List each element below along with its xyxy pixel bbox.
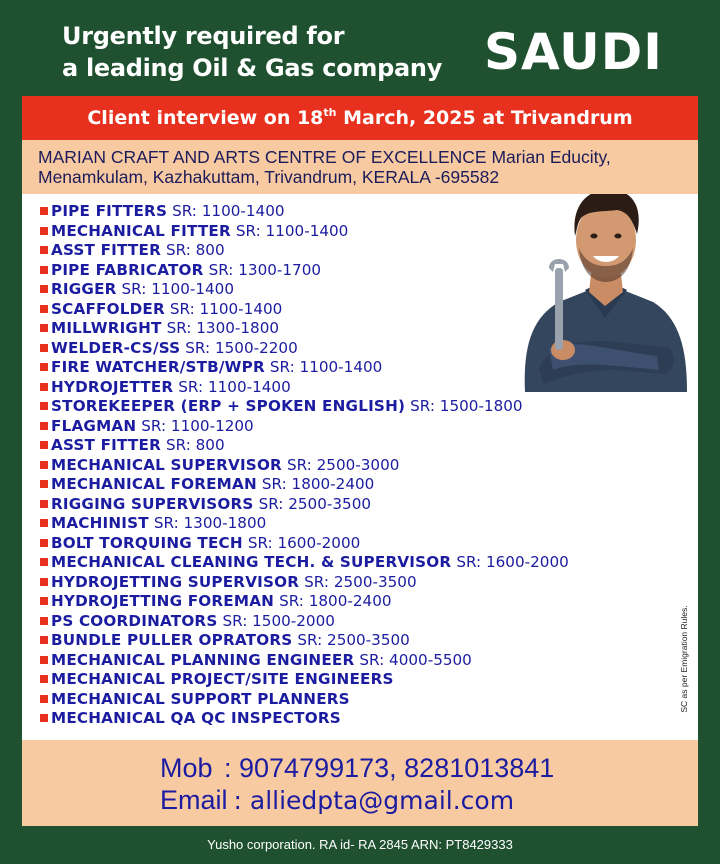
job-title: PIPE FABRICATOR xyxy=(51,260,204,279)
job-title: MECHANICAL PLANNING ENGINEER xyxy=(51,650,355,669)
job-title: HYDROJETTER xyxy=(51,377,174,396)
job-title: BOLT TORQUING TECH xyxy=(51,533,243,552)
job-salary: SR: 1300-1800 xyxy=(166,319,280,338)
emigration-note-text: SC as per Emigration Rules. xyxy=(679,605,689,713)
country-title: SAUDI xyxy=(484,23,663,81)
job-row xyxy=(40,241,569,261)
job-row xyxy=(40,573,569,593)
job-title: PS COORDINATORS xyxy=(51,611,218,630)
job-row xyxy=(40,456,569,476)
job-salary: SR: 1300-1800 xyxy=(153,514,267,533)
job-salary: SR: 1100-1400 xyxy=(121,280,234,299)
job-row xyxy=(40,495,569,515)
worker-with-wrench-icon xyxy=(519,194,691,392)
venue-name: MARIAN CRAFT AND ARTS CENTRE OF EXCELLENCE xyxy=(38,147,487,167)
red-square-bullet-icon xyxy=(40,500,48,508)
red-square-bullet-icon xyxy=(40,578,48,586)
red-square-bullet-icon xyxy=(40,441,48,449)
red-square-bullet-icon xyxy=(40,519,48,527)
job-salary: SR: 1100-1400 xyxy=(172,202,285,220)
job-list xyxy=(40,202,569,729)
job-row xyxy=(40,612,569,632)
job-row xyxy=(40,670,569,690)
job-title: RIGGING SUPERVISORS xyxy=(51,494,254,513)
venue-box xyxy=(22,140,698,194)
red-square-bullet-icon xyxy=(40,558,48,566)
job-row xyxy=(40,261,569,281)
job-title: HYDROJETTING SUPERVISOR xyxy=(51,572,300,591)
mobile-numbers: : 9074799173, 8281013841 xyxy=(224,753,555,783)
job-salary: SR: 1600-2000 xyxy=(247,533,361,552)
red-square-bullet-icon xyxy=(40,305,48,313)
red-square-bullet-icon xyxy=(40,695,48,703)
job-row xyxy=(40,651,569,671)
job-salary: SR: 1800-2400 xyxy=(279,592,392,611)
venue-address xyxy=(38,147,611,187)
headline-line-1: Urgently required for xyxy=(62,22,345,50)
job-row xyxy=(40,222,569,242)
job-salary: SR: 1100-1400 xyxy=(269,358,383,377)
job-title: MACHINIST xyxy=(51,514,149,533)
job-salary: SR: 1500-1800 xyxy=(410,397,523,416)
job-title: MECHANICAL FOREMAN xyxy=(51,475,257,494)
job-salary: SR: 1100-1400 xyxy=(178,377,291,396)
red-square-bullet-icon xyxy=(40,636,48,644)
job-salary: SR: 2500-3500 xyxy=(258,494,372,513)
email-label: Email xyxy=(160,785,228,815)
footer-license: Yusho corporation. RA id- RA 2845 ARN: PT8429333 xyxy=(207,837,513,852)
job-title: RIGGER xyxy=(51,280,117,299)
job-salary: SR: 1500-2200 xyxy=(185,338,298,357)
headline-line-2: a leading Oil & Gas company xyxy=(62,54,443,82)
job-title: MECHANICAL CLEANING TECH. & SUPERVISOR xyxy=(51,553,452,572)
job-salary: SR: 1100-1200 xyxy=(141,416,254,435)
job-title: PIPE FITTERS xyxy=(51,202,168,220)
red-square-bullet-icon xyxy=(40,539,48,547)
job-title: MECHANICAL SUPPORT PLANNERS xyxy=(51,689,350,708)
job-title: STOREKEEPER (ERP + SPOKEN ENGLISH) xyxy=(51,397,406,416)
red-square-bullet-icon xyxy=(40,246,48,254)
job-row xyxy=(40,436,569,456)
job-salary: SR: 1800-2400 xyxy=(261,475,375,494)
job-row xyxy=(40,631,569,651)
red-square-bullet-icon xyxy=(40,480,48,488)
job-title: MECHANICAL PROJECT/SITE ENGINEERS xyxy=(51,670,394,689)
venue-address-line-2: Menamkulam, Kazhakuttam, Trivandrum, KERALA -695582 xyxy=(38,167,500,187)
job-row xyxy=(40,378,569,398)
job-title: MILLWRIGHT xyxy=(51,319,162,338)
job-list-panel xyxy=(22,194,698,740)
job-row xyxy=(40,397,569,417)
red-square-bullet-icon xyxy=(40,227,48,235)
job-title: ASST FITTER xyxy=(51,241,161,260)
red-square-bullet-icon xyxy=(40,714,48,722)
job-title: WELDER-CS/SS xyxy=(51,338,181,357)
contact-box xyxy=(22,740,698,826)
job-title: MECHANICAL SUPERVISOR xyxy=(51,455,282,474)
job-row xyxy=(40,690,569,710)
red-square-bullet-icon xyxy=(40,422,48,430)
job-title: BUNDLE PULLER OPRATORS xyxy=(51,631,293,650)
job-row xyxy=(40,358,569,378)
red-square-bullet-icon xyxy=(40,363,48,371)
red-square-bullet-icon xyxy=(40,617,48,625)
red-square-bullet-icon xyxy=(40,461,48,469)
red-square-bullet-icon xyxy=(40,402,48,410)
job-salary: SR: 1500-2000 xyxy=(222,611,335,630)
job-title: FLAGMAN xyxy=(51,416,137,435)
job-salary: SR: 800 xyxy=(165,241,225,260)
job-salary: SR: 1300-1700 xyxy=(208,260,322,279)
interview-text-suffix: March, 2025 at Trivandrum xyxy=(336,107,633,129)
job-title: SCAFFOLDER xyxy=(51,299,165,318)
job-row xyxy=(40,319,569,339)
emigration-note xyxy=(673,604,695,714)
email-address: : alliedpta@gmail.com xyxy=(233,786,515,815)
job-salary: SR: 4000-5500 xyxy=(359,650,472,669)
red-square-bullet-icon xyxy=(40,324,48,332)
mobile-label: Mob xyxy=(160,753,213,783)
job-title: ASST FITTER xyxy=(51,436,161,455)
job-title: FIRE WATCHER/STB/WPR xyxy=(51,358,265,377)
job-row xyxy=(40,202,569,222)
headline xyxy=(62,20,442,84)
email-row xyxy=(160,784,514,817)
venue-address-line-1: Marian Educity, xyxy=(486,147,611,167)
red-square-bullet-icon xyxy=(40,597,48,605)
job-salary: SR: 1600-2000 xyxy=(456,553,569,572)
job-row xyxy=(40,514,569,534)
job-row xyxy=(40,300,569,320)
red-square-bullet-icon xyxy=(40,383,48,391)
red-square-bullet-icon xyxy=(40,285,48,293)
job-row xyxy=(40,475,569,495)
red-square-bullet-icon xyxy=(40,656,48,664)
job-row xyxy=(40,592,569,612)
red-square-bullet-icon xyxy=(40,344,48,352)
job-row xyxy=(40,709,569,729)
job-salary: SR: 1100-1400 xyxy=(235,221,349,240)
red-square-bullet-icon xyxy=(40,675,48,683)
job-salary: SR: 2500-3500 xyxy=(304,572,417,591)
interview-text-prefix: Client interview on 18 xyxy=(87,107,324,129)
interview-banner xyxy=(22,96,698,140)
interview-ordinal: th xyxy=(323,106,337,119)
job-row xyxy=(40,339,569,359)
job-salary: SR: 2500-3500 xyxy=(297,631,410,650)
red-square-bullet-icon xyxy=(40,207,48,215)
job-row xyxy=(40,280,569,300)
job-title: MECHANICAL FITTER xyxy=(51,221,231,240)
job-row xyxy=(40,553,569,573)
job-row xyxy=(40,534,569,554)
job-row xyxy=(40,417,569,437)
red-square-bullet-icon xyxy=(40,266,48,274)
job-salary: SR: 1100-1400 xyxy=(169,299,283,318)
job-title: MECHANICAL QA QC INSPECTORS xyxy=(51,709,341,728)
mobile-row xyxy=(160,752,554,784)
job-salary: SR: 800 xyxy=(165,436,225,455)
job-salary: SR: 2500-3000 xyxy=(286,455,400,474)
job-title: HYDROJETTING FOREMAN xyxy=(51,592,275,611)
